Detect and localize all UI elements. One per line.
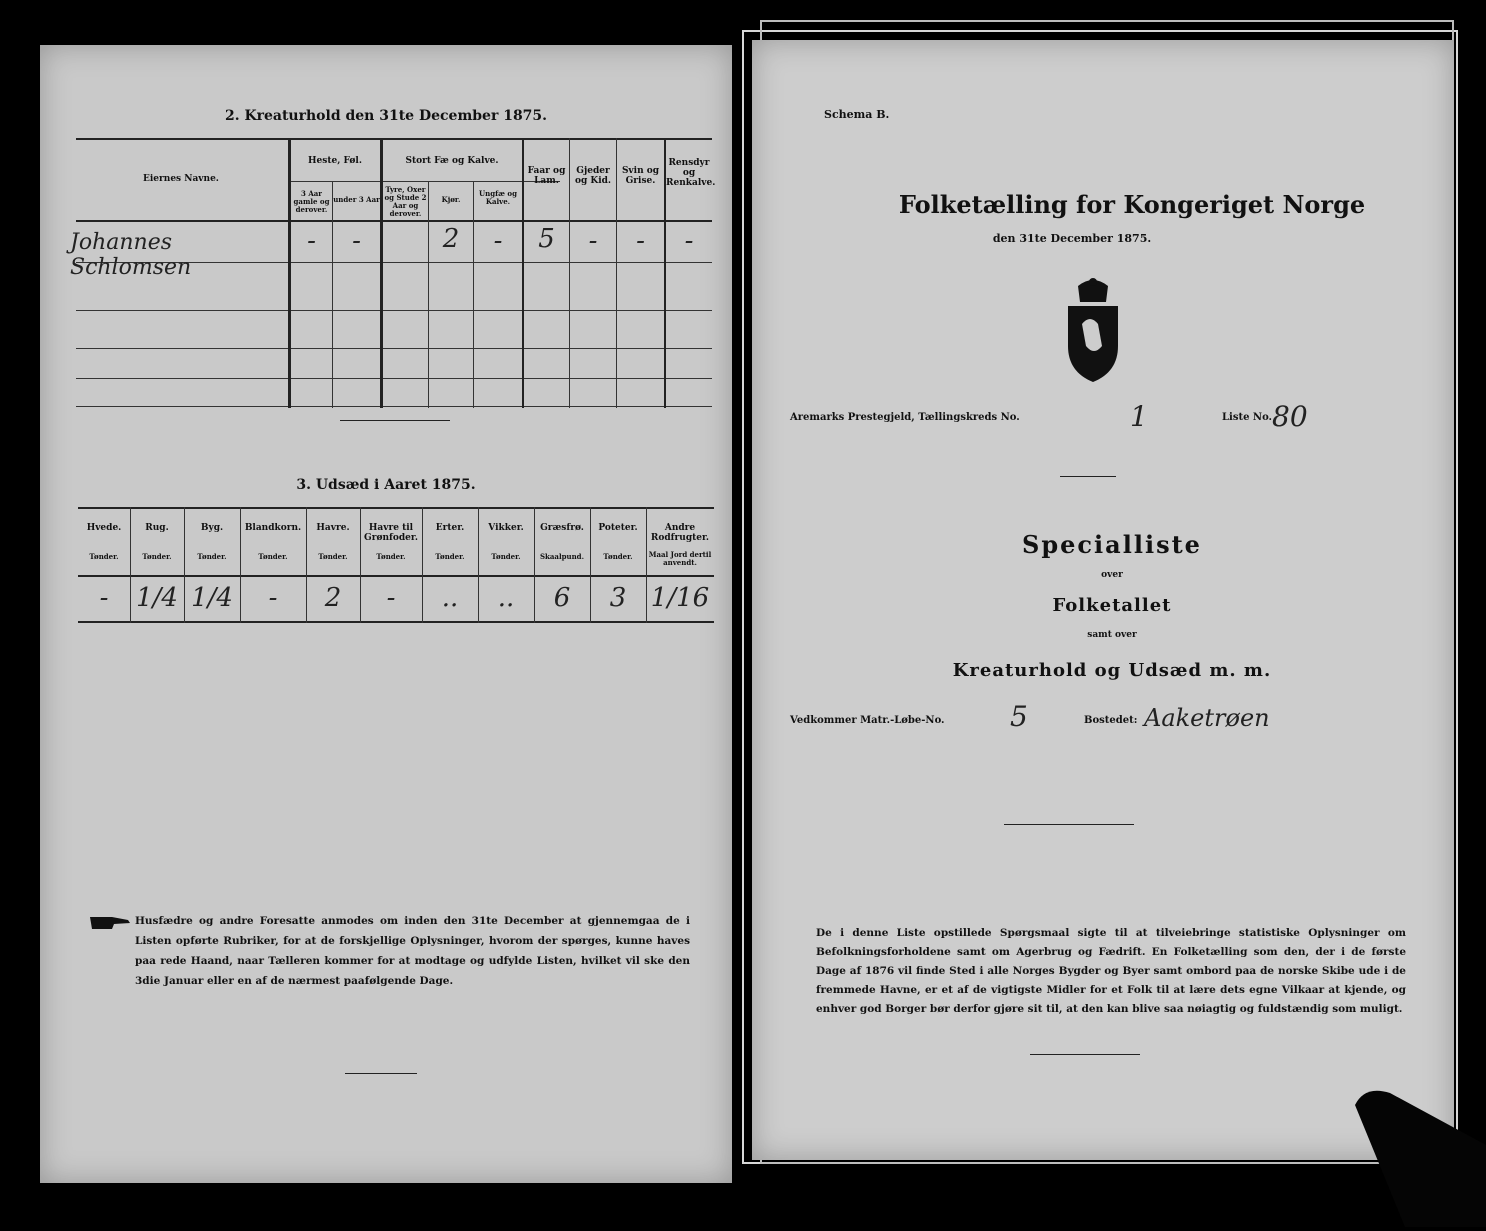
right-page xyxy=(752,40,1454,1160)
seed-value: 2 xyxy=(324,583,342,613)
seed-header: Andre Rodfrugter. xyxy=(650,523,710,543)
pointing-hand-icon xyxy=(88,911,132,933)
heste-young-subheader: under 3 Aar xyxy=(333,195,380,204)
seed-header: Byg. xyxy=(200,523,224,533)
heste-young-value: - xyxy=(352,226,361,256)
prestegjeld-label: Aremarks Prestegjeld, Tællingskreds No. xyxy=(790,412,1020,423)
main-subtitle: den 31te December 1875. xyxy=(992,232,1152,245)
divider xyxy=(340,420,450,421)
seed-header: Havre til Grønfoder. xyxy=(364,523,418,543)
liste-value: 80 xyxy=(1272,400,1308,433)
faar-value: 5 xyxy=(538,224,555,254)
rensdyr-header: Rensdyr og Renkalve. xyxy=(666,158,716,188)
section2-title: 2. Kreaturhold den 31te December 1875. xyxy=(224,108,548,124)
ungfae-value: - xyxy=(493,226,503,256)
seed-value: .. xyxy=(441,583,459,613)
coat-of-arms-icon xyxy=(1060,276,1126,386)
seed-value: 1/16 xyxy=(650,583,710,613)
bosted-label: Bostedet: xyxy=(1084,715,1138,726)
tyre-subheader: Tyre, Oxer og Stude 2 Aar og derover. xyxy=(384,185,427,218)
kjor-subheader: Kjør. xyxy=(441,195,461,204)
divider xyxy=(1030,1054,1140,1055)
seed-value: 1/4 xyxy=(191,583,233,613)
footer-text: De i denne Liste opstillede Spørgsmaal sigte til at tilveiebringe statistiske Oplysninger om Befolkningsforholdene samt om Agerbrug og Fædrift. En Folketælling som den, der i de første Dage af 1876 vil finde Sted i alle Norges Bygder og Byer samt ombord paa de norske Skibe ude i de fremmede Havne, er et af de vigtigste Midler for et Folk til at lære dets egne Vilkaar at kjende, og enhver god Borger bør derfor gjøre sit til, at den kan blive saa nøiagtig og fuldstændig som muligt. xyxy=(816,927,1406,1015)
seed-value: 6 xyxy=(553,583,571,613)
faar-header: Faar og Lam. xyxy=(527,166,566,186)
divider xyxy=(1004,824,1134,825)
seed-header: Rug. xyxy=(145,523,169,533)
seed-unit: Tønder. xyxy=(603,552,633,561)
stort-fae-header: Stort Fæ og Kalve. xyxy=(405,156,499,166)
schema-label: Schema B. xyxy=(824,108,890,121)
heste-header: Heste, Føl. xyxy=(308,156,362,166)
samt-over-label: samt over xyxy=(1087,630,1137,640)
seed-unit: Tønder. xyxy=(376,552,406,561)
seed-value: - xyxy=(268,583,278,613)
seed-header: Erter. xyxy=(435,523,465,533)
specialliste-title: Specialliste xyxy=(1022,530,1202,559)
folketallet-label: Folketallet xyxy=(1052,595,1172,616)
kreds-value: 1 xyxy=(1130,400,1148,433)
seed-value: 1/4 xyxy=(136,583,178,613)
kjor-value: 2 xyxy=(442,224,460,254)
seed-table xyxy=(78,507,714,625)
seed-value: - xyxy=(386,583,396,613)
liste-label: Liste No. xyxy=(1222,412,1273,423)
seed-header: Hvede. xyxy=(86,523,122,533)
rensdyr-value: - xyxy=(684,226,694,256)
seed-unit: Tønder. xyxy=(142,552,172,561)
section3-title: 3. Udsæd i Aaret 1875. xyxy=(296,477,476,493)
owner-header: Eiernes Navne. xyxy=(143,174,219,184)
gjeder-header: Gjeder og Kid. xyxy=(574,166,612,186)
seed-unit: Tønder. xyxy=(197,552,227,561)
seed-header: Græsfrø. xyxy=(540,523,584,533)
seed-unit: Skaalpund. xyxy=(539,552,585,561)
seed-value: 3 xyxy=(609,583,627,613)
ungfae-subheader: Ungfæ og Kalve. xyxy=(479,189,517,206)
svin-value: - xyxy=(636,226,645,256)
seed-header: Blandkorn. xyxy=(244,523,302,533)
main-title: Folketælling for Kongeriget Norge xyxy=(898,190,1366,219)
seed-unit: Tønder. xyxy=(258,552,288,561)
seed-unit: Tønder. xyxy=(318,552,348,561)
bosted-value: Aaketrøen xyxy=(1144,704,1270,732)
gjeder-value: - xyxy=(588,226,598,256)
seed-unit: Tønder. xyxy=(89,552,119,561)
seed-header: Vikker. xyxy=(488,523,524,533)
seed-value: - xyxy=(99,583,109,613)
divider xyxy=(1060,476,1116,477)
seed-unit: Tønder. xyxy=(491,552,521,561)
seed-value: .. xyxy=(497,583,515,613)
seed-unit: Maal Jord dertil anvendt. xyxy=(648,550,712,567)
notice-text: Husfædre og andre Foresatte anmodes om inden den 31te December at gjennemgaa de i Listen opførte Rubriker, for at de forskjellige Oplysninger, hvorom der spørges, kunne haves paa rede Haand, naar Tælleren kommer for at modtage og udfylde Listen, hvilket vil ske den 3die Januar eller en af de nærmest paafølgende Dage. xyxy=(135,915,690,987)
svin-header: Svin og Grise. xyxy=(621,166,660,186)
heste-old-value: - xyxy=(307,226,316,256)
matr-label: Vedkommer Matr.-Løbe-No. xyxy=(790,715,945,726)
heste-old-subheader: 3 Aar gamle og derover. xyxy=(293,189,330,214)
left-page xyxy=(40,45,732,1183)
matr-value: 5 xyxy=(1010,700,1028,733)
over-label: over xyxy=(1101,570,1123,580)
divider xyxy=(345,1073,417,1074)
seed-header: Poteter. xyxy=(598,523,638,533)
owner-name: Johannes Schlomsen xyxy=(70,230,192,280)
thumb-shadow xyxy=(1345,1085,1486,1227)
kreaturhold-label: Kreaturhold og Udsæd m. m. xyxy=(952,660,1272,681)
livestock-table xyxy=(70,138,716,408)
seed-unit: Tønder. xyxy=(435,552,465,561)
seed-header: Havre. xyxy=(316,523,350,533)
